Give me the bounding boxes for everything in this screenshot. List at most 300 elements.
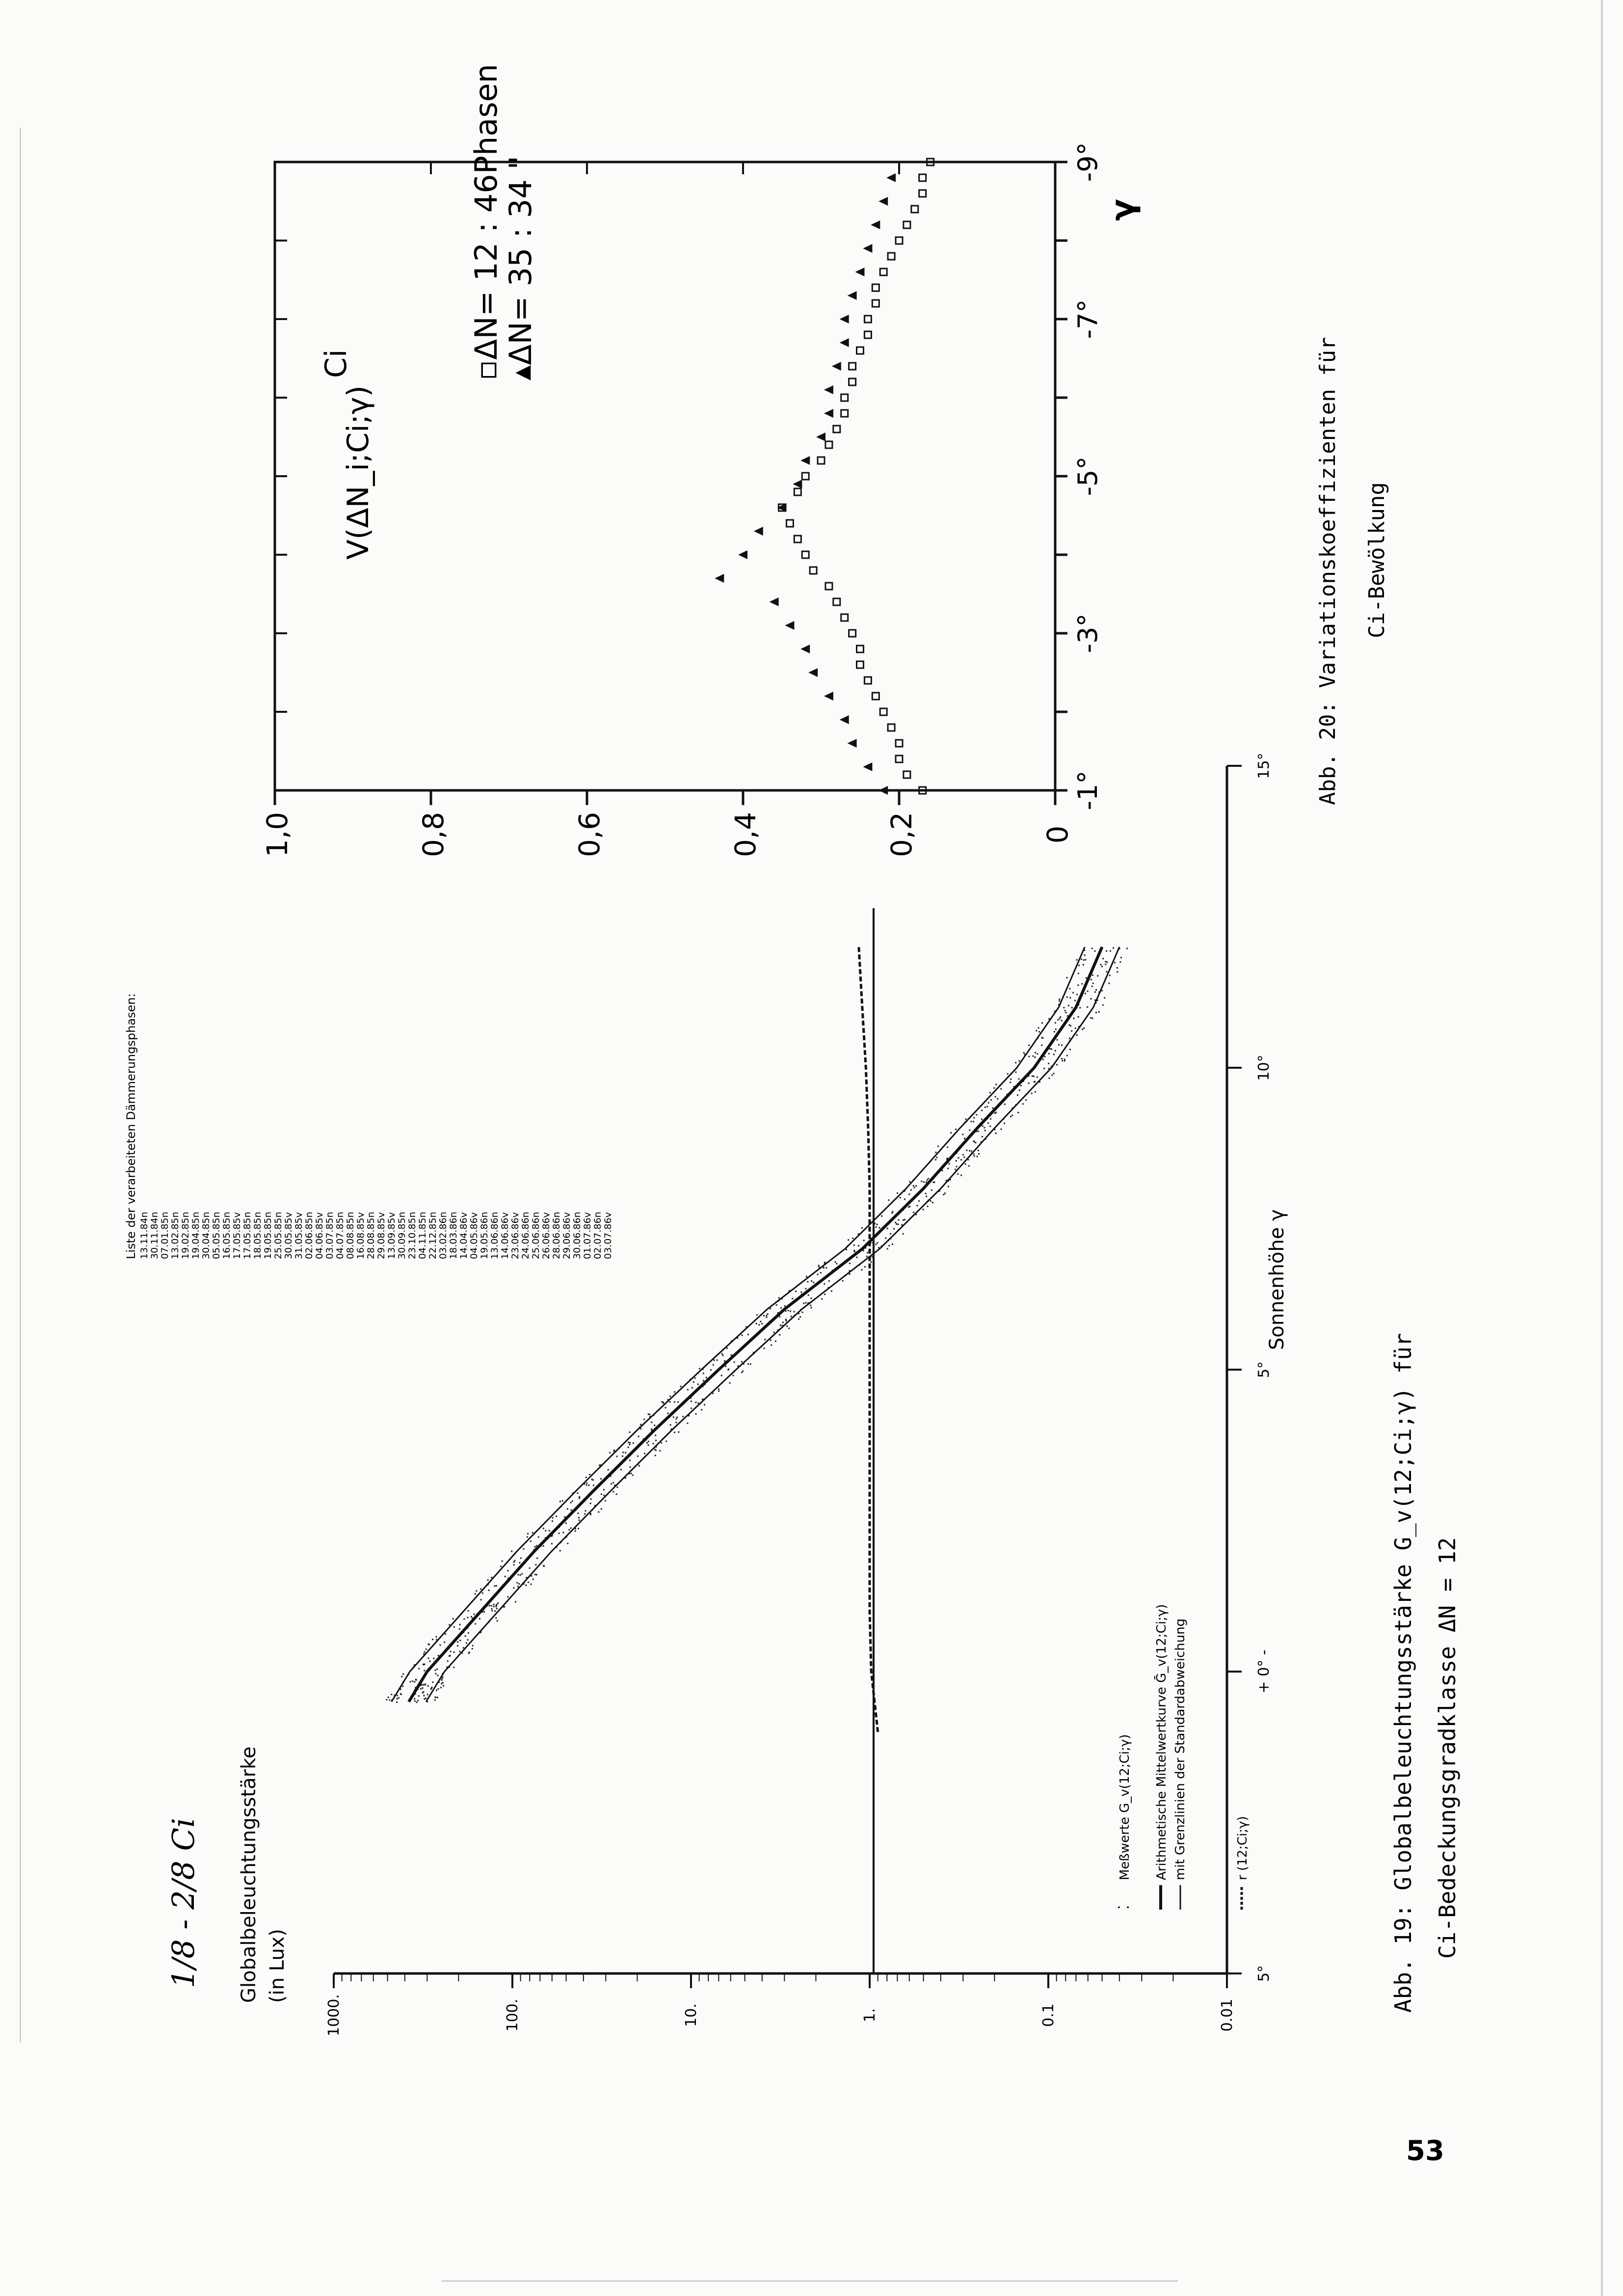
- fig19-measured-point: [764, 1339, 766, 1340]
- fig19-measured-point: [853, 1244, 855, 1246]
- fig19-phase-entry-group: [355, 1212, 366, 1259]
- fig19-measured-point: [897, 1192, 898, 1194]
- fig20-square-point: [794, 488, 801, 495]
- fig19-measured-point: [412, 1680, 413, 1682]
- fig19-phase-entry-group: [427, 1212, 438, 1259]
- fig19-measured-point: [962, 1134, 963, 1135]
- fig19-measured-point: [670, 1424, 671, 1426]
- fig20-square-point: [888, 253, 895, 260]
- fig19-measured-point: [639, 1465, 640, 1467]
- fig19-measured-point: [864, 1266, 866, 1268]
- fig19-measured-point: [1072, 992, 1074, 994]
- fig19-measured-point: [1034, 1081, 1035, 1082]
- fig19-measured-point: [1028, 1045, 1030, 1046]
- fig19-measured-point: [706, 1377, 707, 1378]
- fig19-measured-point: [937, 1146, 939, 1147]
- fig20-triangle-point: [824, 409, 833, 418]
- fig19-measured-point: [995, 1133, 997, 1134]
- fig20-square-point: [857, 661, 864, 668]
- fig19-measured-point: [513, 1587, 515, 1589]
- fig19-measured-point: [532, 1579, 534, 1580]
- fig19-phase-entry: 03.07.85n: [324, 1212, 335, 1259]
- fig20-square-point: [841, 410, 848, 417]
- fig19-measured-point: [452, 1618, 454, 1620]
- fig19-measured-point: [1069, 1024, 1070, 1026]
- fig19-x-tick-label-group: [1255, 753, 1273, 779]
- fig20-square-point: [841, 614, 848, 621]
- fig19-phase-entry: 04.06.85v: [314, 1212, 325, 1259]
- fig19-measured-point: [1031, 1093, 1033, 1094]
- fig19-measured-point: [1062, 1060, 1063, 1061]
- fig20-triangle-point: [824, 692, 833, 701]
- fig19-measured-point: [717, 1359, 718, 1361]
- fig19-measured-point: [680, 1386, 682, 1387]
- fig19-measured-point: [950, 1132, 952, 1134]
- fig20-triangle-point: [800, 645, 810, 653]
- fig19-measured-point: [750, 1363, 751, 1365]
- fig19-measured-point: [1109, 982, 1110, 984]
- fig19-phase-entry: 30.11.84n: [149, 1212, 160, 1259]
- fig19-phase-entry: 04.07.85n: [335, 1212, 346, 1259]
- fig19-measured-point: [675, 1422, 677, 1423]
- fig19-measured-point: [910, 1189, 912, 1191]
- fig19-upper-std-line: [392, 947, 1085, 1702]
- fig19-measured-point: [516, 1582, 518, 1584]
- fig19-measured-point: [620, 1469, 622, 1470]
- fig19-measured-point: [421, 1684, 423, 1685]
- fig19-y-tick-label-group: [504, 1999, 521, 2032]
- fig19-measured-point: [1079, 1007, 1081, 1008]
- fig19-measured-point: [695, 1413, 697, 1415]
- fig20-square-point: [904, 771, 910, 778]
- fig19-measured-point: [429, 1660, 430, 1662]
- fig19-measured-point: [578, 1517, 580, 1518]
- fig19-measured-point: [986, 1106, 988, 1107]
- fig19-measured-point: [515, 1601, 516, 1602]
- fig19-measured-point: [651, 1422, 652, 1423]
- fig19-measured-point: [1037, 1053, 1038, 1054]
- fig19-lower-std-line: [426, 947, 1119, 1702]
- fig19-measured-point: [1019, 1089, 1020, 1091]
- fig19-measured-point: [586, 1485, 587, 1486]
- fig19-measured-point: [1092, 983, 1094, 984]
- fig19-measured-point: [495, 1617, 497, 1619]
- fig19-measured-point: [901, 1224, 903, 1225]
- fig20-triangle-point: [878, 197, 888, 206]
- fig19-measured-point: [465, 1635, 466, 1637]
- fig19-measured-point: [558, 1533, 559, 1534]
- fig19-phase-entry: 19.04.85n: [190, 1212, 201, 1259]
- fig19-measured-point: [935, 1159, 936, 1161]
- fig19-measured-point: [780, 1307, 782, 1309]
- fig19-measured-point: [704, 1404, 705, 1405]
- fig19-measured-point: [585, 1510, 586, 1512]
- fig19-phase-entry-group: [489, 1212, 500, 1259]
- fig19-measured-point: [514, 1560, 515, 1562]
- fig19-measured-point: [1010, 1079, 1011, 1080]
- fig19-measured-point: [1092, 1018, 1093, 1019]
- fig19-measured-point: [760, 1321, 761, 1323]
- fig19-phase-entry: 18.03.86n: [448, 1212, 459, 1259]
- fig19-phase-entry-group: [458, 1212, 469, 1259]
- fig20-triangle-point: [848, 291, 857, 300]
- fig19-measured-point: [786, 1325, 788, 1327]
- fig19-measured-point: [450, 1651, 452, 1652]
- fig19-measured-point: [691, 1401, 692, 1402]
- fig19-measured-point: [655, 1434, 656, 1436]
- fig19-measured-point: [1033, 1076, 1035, 1077]
- fig19-measured-point: [1025, 1099, 1027, 1101]
- fig19-measured-point: [1000, 1129, 1002, 1130]
- fig19-measured-point: [1091, 986, 1093, 987]
- fig19-measured-point: [436, 1690, 437, 1691]
- fig19-phase-entry: 02.06.85n: [304, 1212, 315, 1259]
- fig19-measured-point: [538, 1537, 539, 1538]
- fig19-legend-bounds: mit Grenzlinien der Standardabweichung: [1173, 1618, 1188, 1880]
- fig19-measured-point: [543, 1528, 544, 1529]
- fig20-triangle-point: [832, 362, 841, 371]
- fig20-triangle-point: [808, 668, 818, 677]
- fig20-y-tick-label: 0,6: [573, 811, 606, 858]
- fig20-triangle-point: [855, 268, 865, 276]
- fig19-measured-point: [468, 1610, 469, 1612]
- fig19-measured-point: [474, 1614, 475, 1615]
- fig19-measured-point: [601, 1493, 602, 1495]
- fig19-measured-point: [1044, 1056, 1046, 1057]
- fig19-measured-point: [913, 1212, 914, 1213]
- fig19-measured-point: [800, 1292, 802, 1293]
- fig19-measured-point: [603, 1489, 605, 1490]
- fig19-measured-point: [613, 1450, 615, 1451]
- fig19-measured-point: [1018, 1078, 1020, 1080]
- fig19-measured-point: [674, 1402, 675, 1403]
- fig19-measured-point: [982, 1125, 984, 1127]
- fig19-measured-point: [549, 1530, 550, 1532]
- fig20-square-point: [833, 426, 840, 432]
- fig19-measured-point: [721, 1353, 723, 1354]
- fig19-measured-point: [988, 1102, 989, 1104]
- fig19-measured-point: [742, 1371, 744, 1372]
- fig19-measured-point: [437, 1675, 439, 1676]
- fig19-measured-point: [523, 1548, 524, 1550]
- fig19-measured-point: [517, 1574, 519, 1575]
- fig19-measured-point: [1028, 1082, 1030, 1084]
- fig19-measured-point: [898, 1219, 900, 1221]
- fig19-measured-point: [487, 1579, 489, 1581]
- fig20-triangle-point: [863, 762, 872, 771]
- fig19-measured-point: [909, 1206, 910, 1207]
- fig19-measured-point: [771, 1345, 772, 1346]
- fig19-measured-point: [491, 1610, 493, 1612]
- fig19-legend-dot-icon: ⁚: [1116, 1905, 1133, 1910]
- fig19-measured-point: [927, 1179, 928, 1181]
- fig19-measured-point: [401, 1676, 402, 1677]
- fig19-measured-point: [947, 1168, 949, 1169]
- fig19-measured-point: [984, 1130, 986, 1131]
- fig19-measured-point: [676, 1417, 678, 1418]
- fig19-measured-point: [1042, 1059, 1044, 1060]
- fig19-measured-point: [463, 1647, 464, 1648]
- fig19-measured-point: [823, 1267, 825, 1269]
- fig19-phase-entry-group: [180, 1212, 191, 1259]
- fig19-measured-point: [640, 1428, 641, 1430]
- fig19-measured-point: [694, 1378, 696, 1379]
- fig19-measured-point: [779, 1316, 780, 1318]
- fig19-measured-point: [1018, 1060, 1020, 1062]
- fig19-measured-point: [976, 1114, 977, 1115]
- fig19-measured-point: [1043, 1068, 1045, 1069]
- fig20-square-point: [857, 646, 864, 652]
- fig19-measured-point: [1104, 997, 1105, 999]
- fig19-measured-point: [466, 1642, 467, 1644]
- fig19-measured-point: [904, 1198, 905, 1200]
- fig19-measured-point: [676, 1418, 677, 1420]
- fig19-measured-point: [747, 1334, 749, 1335]
- fig19-y-tick-label-group: [325, 1994, 343, 2036]
- fig19-measured-point: [872, 1242, 874, 1243]
- fig19-phase-entry: 23.06.86v: [510, 1212, 521, 1259]
- fig19-measured-point: [821, 1298, 823, 1300]
- fig19-measured-point: [435, 1670, 436, 1671]
- fig19-phase-entry-group: [304, 1212, 315, 1259]
- fig19-measured-point: [665, 1440, 667, 1442]
- fig19-x-tick-label-group: [1255, 1649, 1273, 1693]
- fig19-y-tick-label-group: [861, 2008, 878, 2023]
- fig19-phase-entry-group: [139, 1212, 150, 1259]
- fig19-measured-point: [536, 1558, 538, 1559]
- fig19-x-tick-label: + 0° -: [1255, 1649, 1273, 1694]
- fig19-measured-point: [1042, 1037, 1044, 1039]
- fig19-measured-point: [480, 1599, 482, 1600]
- fig19-measured-point: [494, 1610, 496, 1612]
- fig19-measured-point: [388, 1697, 389, 1698]
- fig19-measured-point: [1094, 991, 1096, 993]
- fig19-measured-point: [928, 1178, 929, 1179]
- fig19-measured-point: [467, 1617, 469, 1619]
- fig19-measured-point: [467, 1639, 469, 1641]
- fig19-measured-point: [1078, 1016, 1079, 1018]
- fig19-measured-point: [1057, 1019, 1059, 1021]
- fig19-measured-point: [489, 1605, 490, 1606]
- fig20-y-tick-label-group: [261, 812, 294, 857]
- fig20-x-tick-label-group: [1072, 771, 1103, 810]
- fig19-measured-point: [726, 1348, 728, 1349]
- fig19-x-tick-label: 5°: [1255, 1965, 1273, 1982]
- fig19-measured-point: [1068, 1005, 1069, 1006]
- fig19-measured-point: [888, 1245, 890, 1246]
- fig20-triangle-point: [824, 385, 833, 394]
- fig19-measured-point: [1113, 947, 1114, 949]
- fig20-y-tick-label-group: [417, 812, 450, 857]
- fig19-measured-point: [494, 1585, 495, 1587]
- fig19-measured-point: [848, 1239, 849, 1241]
- fig19-measured-point: [893, 1228, 895, 1230]
- fig19-measured-point: [495, 1606, 497, 1607]
- fig19-measured-point: [984, 1127, 985, 1129]
- fig19-measured-point: [592, 1479, 594, 1481]
- fig19-measured-point: [453, 1651, 455, 1653]
- fig19-measured-point: [673, 1416, 674, 1418]
- fig19-measured-point: [1073, 1018, 1075, 1019]
- fig19-measured-point: [609, 1452, 611, 1454]
- fig19-measured-point: [791, 1316, 792, 1317]
- fig19-legend-measured: Meßwerte G_v(12;Ci;γ): [1117, 1734, 1132, 1880]
- fig19-measured-point: [802, 1312, 803, 1313]
- fig19-measured-point: [517, 1586, 519, 1587]
- fig19-phase-entry-group: [407, 1212, 418, 1259]
- fig19-measured-point: [993, 1087, 995, 1089]
- fig19-measured-point: [995, 1084, 997, 1085]
- fig19-measured-point: [425, 1683, 426, 1685]
- fig19-measured-point: [1010, 1081, 1011, 1083]
- fig19-measured-point: [568, 1529, 570, 1531]
- fig19-measured-point: [1086, 977, 1087, 979]
- fig19-measured-point: [472, 1648, 473, 1649]
- fig20-triangle-point: [878, 786, 888, 795]
- fig19-measured-point: [1066, 997, 1068, 998]
- fig19-measured-point: [955, 1129, 957, 1130]
- fig19-measured-point: [691, 1407, 692, 1409]
- fig19-measured-point: [427, 1657, 429, 1659]
- fig19-y-title-1: Globalbeleuchtungsstärke: [238, 1746, 260, 2003]
- fig20-y-tick-label: 0,8: [417, 811, 450, 858]
- fig19-measured-point: [944, 1192, 946, 1194]
- fig19-measured-point: [476, 1590, 477, 1592]
- fig19-measured-point: [785, 1310, 787, 1312]
- fig19-measured-point: [1061, 1020, 1063, 1022]
- fig19-measured-point: [535, 1564, 536, 1566]
- fig19-measured-point: [825, 1267, 827, 1269]
- fig19-measured-point: [764, 1348, 765, 1349]
- fig19-measured-point: [534, 1546, 535, 1547]
- fig19-phase-entry-group: [149, 1212, 160, 1259]
- fig20-x-title: γ: [1104, 199, 1142, 221]
- fig19-measured-point: [436, 1669, 438, 1670]
- fig19-measured-point: [1083, 964, 1084, 966]
- fig19-measured-point: [528, 1582, 529, 1583]
- fig19-measured-point: [932, 1182, 934, 1183]
- fig19-phase-entry: 29.08.85v: [376, 1212, 387, 1259]
- fig19-measured-point: [450, 1655, 451, 1656]
- fig20-legend: [468, 64, 538, 380]
- fig19-measured-point: [710, 1369, 712, 1371]
- fig19-measured-point: [1075, 1027, 1076, 1029]
- fig19-measured-point: [958, 1157, 959, 1159]
- fig19-measured-point: [616, 1486, 618, 1488]
- fig19-phase-list-title-group: [124, 993, 138, 1259]
- fig20-triangle-point: [840, 338, 849, 347]
- fig19-phase-entry: 16.05.85n: [221, 1212, 232, 1259]
- fig19-measured-point: [525, 1585, 527, 1586]
- fig19-measured-point: [457, 1641, 458, 1643]
- fig19-measured-point: [496, 1608, 498, 1609]
- fig19-measured-points: [386, 947, 1128, 1703]
- fig19-phase-entry-group: [170, 1212, 181, 1259]
- fig19-measured-point: [1094, 950, 1096, 952]
- fig19-phase-entry: 02.07.86n: [592, 1212, 603, 1259]
- fig19-measured-point: [756, 1323, 757, 1324]
- fig19-measured-point: [437, 1697, 438, 1698]
- fig19-measured-point: [963, 1157, 965, 1158]
- fig19-measured-point: [559, 1550, 561, 1551]
- fig19-measured-point: [518, 1583, 520, 1585]
- fig19-measured-point: [766, 1317, 768, 1318]
- fig19-measured-point: [734, 1361, 735, 1363]
- fig20-square-point: [864, 331, 871, 338]
- fig19-measured-point: [921, 1181, 922, 1182]
- fig19-measured-point: [722, 1355, 724, 1356]
- fig19-measured-point: [1076, 959, 1078, 961]
- fig19-y-tick-label-group: [683, 2003, 700, 2027]
- fig19-measured-point: [426, 1648, 427, 1650]
- fig20-square-point: [849, 363, 856, 370]
- fig19-measured-point: [625, 1452, 626, 1454]
- fig19-phase-entry-group: [561, 1212, 572, 1259]
- fig19-measured-point: [612, 1482, 614, 1484]
- fig19-measured-point: [956, 1166, 958, 1167]
- fig19-measured-point: [747, 1363, 749, 1365]
- fig19-measured-point: [439, 1645, 441, 1646]
- fig19-phase-entry-group: [417, 1212, 428, 1259]
- fig19-measured-point: [788, 1327, 790, 1329]
- fig19-measured-point: [428, 1644, 429, 1645]
- fig19-measured-point: [427, 1694, 428, 1695]
- fig19-measured-point: [687, 1389, 689, 1390]
- fig19-measured-point: [1064, 1010, 1066, 1011]
- fig19-measured-point: [513, 1564, 515, 1566]
- fig19-measured-point: [571, 1510, 572, 1511]
- fig20-triangle-point: [848, 739, 857, 748]
- fig20-y-tick-label-group: [1041, 826, 1074, 844]
- fig19-measured-point: [721, 1375, 722, 1376]
- fig19-phase-entry: 29.06.86v: [561, 1212, 572, 1259]
- fig19-measured-point: [874, 1223, 876, 1224]
- fig19-measured-point: [644, 1453, 645, 1454]
- fig19-measured-point: [545, 1530, 546, 1532]
- fig20-x-tick-label: -9°: [1072, 142, 1103, 182]
- fig19-phase-entry: 03.07.86v: [603, 1212, 613, 1259]
- fig19-measured-point: [1081, 959, 1082, 960]
- fig19-measured-point: [1065, 1012, 1066, 1013]
- fig19-measured-point: [530, 1540, 532, 1542]
- fig19-measured-point: [629, 1444, 630, 1445]
- fig19-measured-point: [831, 1290, 832, 1292]
- fig19-measured-point: [1091, 979, 1092, 980]
- fig19-measured-point: [397, 1695, 398, 1696]
- fig19-measured-point: [927, 1206, 929, 1207]
- fig19-measured-point: [936, 1157, 937, 1158]
- fig19-measured-point: [699, 1368, 700, 1369]
- fig19-measured-point: [605, 1500, 606, 1502]
- fig19-measured-point: [949, 1163, 950, 1164]
- fig19-measured-point: [836, 1263, 838, 1265]
- fig20-square-point: [888, 724, 895, 731]
- fig19-measured-point: [1058, 1044, 1060, 1046]
- fig19-measured-point: [1084, 954, 1086, 956]
- fig19-phase-entry: 14.04.86v: [458, 1212, 469, 1259]
- fig19-measured-point: [1036, 1030, 1037, 1031]
- fig19-measured-point: [1110, 950, 1111, 952]
- figure-19: [124, 753, 1461, 2036]
- fig19-measured-point: [579, 1497, 580, 1499]
- fig19-measured-point: [908, 1193, 910, 1195]
- fig19-measured-point: [479, 1618, 480, 1620]
- fig19-measured-point: [891, 1212, 893, 1214]
- fig19-measured-point: [556, 1515, 557, 1517]
- fig19-measured-point: [468, 1632, 469, 1634]
- fig19-measured-point: [763, 1315, 765, 1317]
- fig19-measured-point: [728, 1369, 729, 1370]
